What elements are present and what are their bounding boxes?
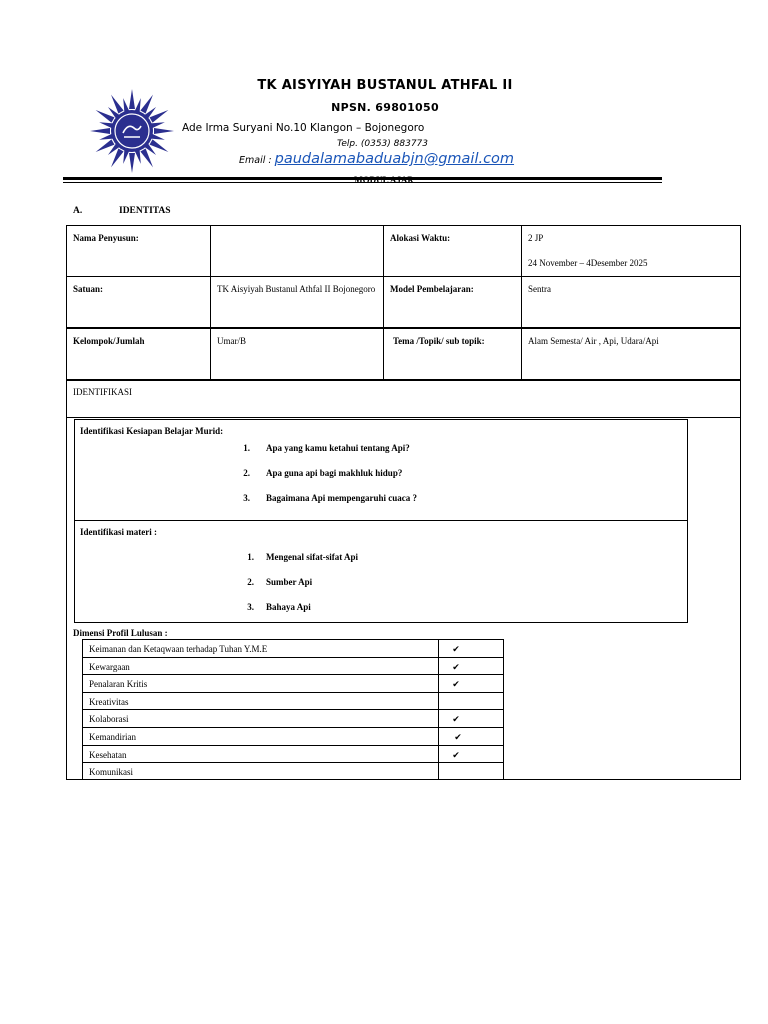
dimensi-row-divider xyxy=(82,709,504,710)
identifikasi-divider xyxy=(74,520,688,521)
table-divider xyxy=(66,417,741,418)
kesiapan-item: Apa guna api bagi makhluk hidup? xyxy=(266,468,403,478)
school-name: TK AISYIYAH BUSTANUL ATHFAL II xyxy=(257,78,513,93)
dimensi-row-divider xyxy=(82,674,504,675)
dimensi-row-name: Keimanan dan Ketaqwaan terhadap Tuhan Y.M.E xyxy=(89,644,268,654)
tema-value: Alam Semesta/ Air , Api, Udara/Api xyxy=(528,336,659,346)
kesiapan-num: 3. xyxy=(243,493,250,503)
table-divider xyxy=(66,327,741,329)
section-title: IDENTITAS xyxy=(119,206,171,216)
email-label: Email : xyxy=(239,155,272,166)
alokasi-value: 2 JP xyxy=(528,233,544,243)
dimensi-row-name: Kewargaan xyxy=(89,662,130,672)
materi-num: 1. xyxy=(247,552,254,562)
table-divider xyxy=(66,379,741,381)
kesiapan-item: Apa yang kamu ketahui tentang Api? xyxy=(266,443,410,453)
alokasi-label: Alokasi Waktu: xyxy=(390,233,451,243)
satuan-label: Satuan: xyxy=(73,284,104,294)
penyusun-label: Nama Penyusun: xyxy=(73,233,139,243)
table-col-divider xyxy=(210,225,211,380)
email-row xyxy=(239,151,514,167)
dimensi-row-name: Kolaborasi xyxy=(89,714,129,724)
tema-label: Tema /Topik/ sub topik: xyxy=(393,336,485,346)
dimensi-row-divider xyxy=(82,745,504,746)
dimensi-label: Dimensi Profil Lulusan : xyxy=(73,628,168,638)
school-logo-icon xyxy=(86,87,178,175)
materi-item: Bahaya Api xyxy=(266,602,311,612)
dimensi-row-name: Kemandirian xyxy=(89,732,136,742)
npsn-number: NPSN. 69801050 xyxy=(331,101,439,114)
dimensi-check-icon: ✔ xyxy=(452,714,460,724)
materi-num: 3. xyxy=(247,602,254,612)
section-letter: A. xyxy=(73,206,83,216)
school-address: Ade Irma Suryani No.10 Klangon – Bojonegoro xyxy=(182,122,425,134)
materi-item: Sumber Api xyxy=(266,577,313,587)
dimensi-row-divider xyxy=(82,727,504,728)
model-value: Sentra xyxy=(528,284,551,294)
dimensi-row-name: Komunikasi xyxy=(89,767,133,777)
dimensi-check-icon: ✔ xyxy=(454,732,462,742)
kesiapan-item: Bagaimana Api mempengaruhi cuaca ? xyxy=(266,493,418,503)
satuan-value: TK Aisyiyah Bustanul Athfal II Bojonegoro xyxy=(217,284,376,294)
table-divider xyxy=(66,276,741,277)
dimensi-check-icon: ✔ xyxy=(452,644,460,654)
table-col-divider xyxy=(383,225,384,380)
dimensi-row-name: Kreativitas xyxy=(89,697,129,707)
kesiapan-label: Identifikasi Kesiapan Belajar Murid: xyxy=(80,426,224,436)
kelompok-value: Umar/B xyxy=(217,336,246,346)
dimensi-check-icon: ✔ xyxy=(452,750,460,760)
kelompok-label: Kelompok/Jumlah xyxy=(73,336,145,346)
dimensi-row-name: Kesehatan xyxy=(89,750,127,760)
dimensi-row-divider xyxy=(82,657,504,658)
identifikasi-heading: IDENTIFIKASI xyxy=(73,387,132,397)
email-link[interactable]: paudalamabaduabjn@gmail.com xyxy=(274,151,515,167)
school-phone: Telp. (0353) 883773 xyxy=(337,139,429,149)
model-label: Model Pembelajaran: xyxy=(390,284,474,294)
materi-label: Identifikasi materi : xyxy=(80,527,157,537)
dimensi-check-icon: ✔ xyxy=(452,679,460,689)
dimensi-check-icon: ✔ xyxy=(452,662,460,672)
kesiapan-num: 1. xyxy=(243,443,250,453)
alokasi-date: 24 November – 4Desember 2025 xyxy=(528,258,648,268)
table-col-divider xyxy=(521,225,522,380)
materi-item: Mengenal sifat-sifat Api xyxy=(266,552,358,562)
dimensi-row-divider xyxy=(82,762,504,763)
kesiapan-num: 2. xyxy=(243,468,250,478)
dimensi-row-divider xyxy=(82,692,504,693)
dimensi-row-name: Penalaran Kritis xyxy=(89,679,148,689)
document-title: MODUL AJAR xyxy=(354,175,414,185)
materi-num: 2. xyxy=(247,577,254,587)
